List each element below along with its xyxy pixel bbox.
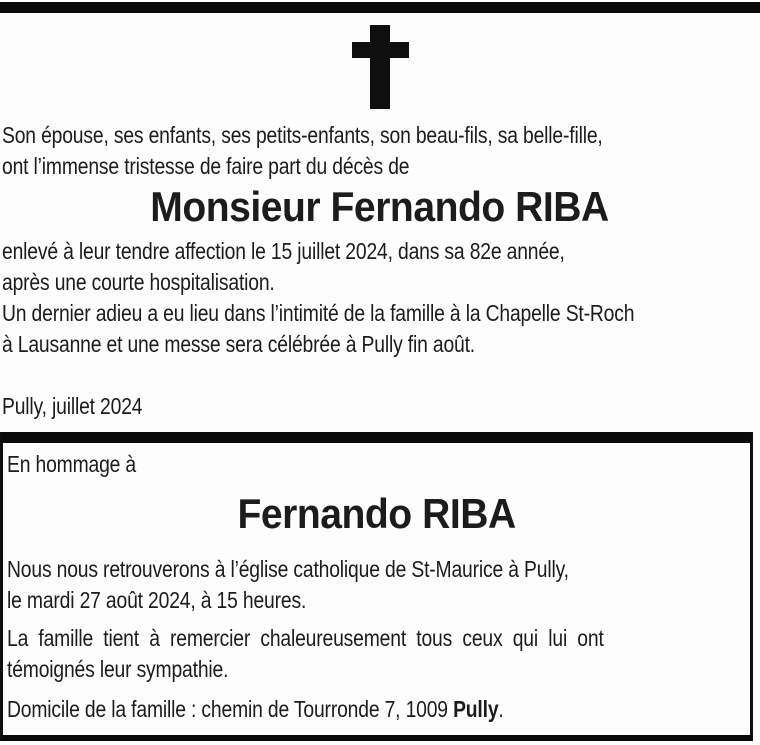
intro-line-1 xyxy=(0,120,760,151)
deceased-title-heading xyxy=(0,182,760,232)
intro-line-1-text: Son épouse, ses enfants, ses petits-enfants, son beau-fils, sa belle-fille, xyxy=(2,122,603,148)
cross-vertical-bar xyxy=(370,25,390,109)
tribute-intro-row xyxy=(5,449,748,480)
cross-icon xyxy=(352,25,409,109)
tribute-intro-text: En hommage à xyxy=(7,451,137,477)
ceremony-line-2 xyxy=(5,585,748,616)
tribute-box xyxy=(0,432,753,741)
ceremony-line-1 xyxy=(5,554,748,585)
details-line-1 xyxy=(0,236,760,267)
obituary-page xyxy=(0,2,760,745)
tribute-name-text: Fernando RIBA xyxy=(237,490,516,537)
details-line-1-text: enlevé à leur tendre affection le 15 juillet 2024, dans sa 82e année, xyxy=(2,238,565,264)
thanks-line-2-text: témoignés leur sympathie. xyxy=(7,656,229,682)
top-divider-bar xyxy=(0,2,760,13)
intro-line-2 xyxy=(0,151,760,182)
details-line-4-text: à Lausanne et une messe sera célébrée à Pully fin août. xyxy=(2,331,475,357)
tribute-intro xyxy=(5,449,748,480)
address-line xyxy=(5,694,748,725)
details-line-3 xyxy=(0,298,760,329)
ceremony-line-1-text: Nous nous retrouverons à l’église catholique de St-Maurice à Pully, xyxy=(7,556,569,582)
cross-horizontal-bar xyxy=(352,42,409,58)
address-prefix-text: Domicile de la famille : chemin de Tourronde 7, 1009 xyxy=(7,696,454,722)
thanks-line-1-text: La famille tient à remercier chaleureusement tous ceux qui lui ont xyxy=(7,625,604,651)
announcement-details xyxy=(0,236,760,360)
dateline xyxy=(0,391,760,422)
tribute-name-heading xyxy=(5,488,748,540)
address-line-text xyxy=(7,694,504,725)
dateline-text: Pully, juillet 2024 xyxy=(2,393,143,419)
announcement-intro xyxy=(0,120,760,182)
address-city-text: Pully xyxy=(453,696,499,722)
address-suffix-text: . xyxy=(498,696,504,722)
details-line-2-text: après une courte hospitalisation. xyxy=(2,269,275,295)
thanks-line-1 xyxy=(5,623,748,654)
ceremony-paragraph xyxy=(5,554,748,616)
details-line-4 xyxy=(0,329,760,360)
ceremony-line-2-text: le mardi 27 août 2024, à 15 heures. xyxy=(7,587,307,613)
dateline-row xyxy=(0,391,760,422)
details-line-2 xyxy=(0,267,760,298)
deceased-title-text: Monsieur Fernando RIBA xyxy=(150,183,610,230)
address-row xyxy=(5,694,748,725)
details-line-3-text: Un dernier adieu a eu lieu dans l’intimité de la famille à la Chapelle St-Roch xyxy=(2,300,635,326)
thanks-paragraph xyxy=(5,623,748,685)
thanks-line-2 xyxy=(5,654,748,685)
intro-line-2-text: ont l’immense tristesse de faire part du décès de xyxy=(2,153,410,179)
